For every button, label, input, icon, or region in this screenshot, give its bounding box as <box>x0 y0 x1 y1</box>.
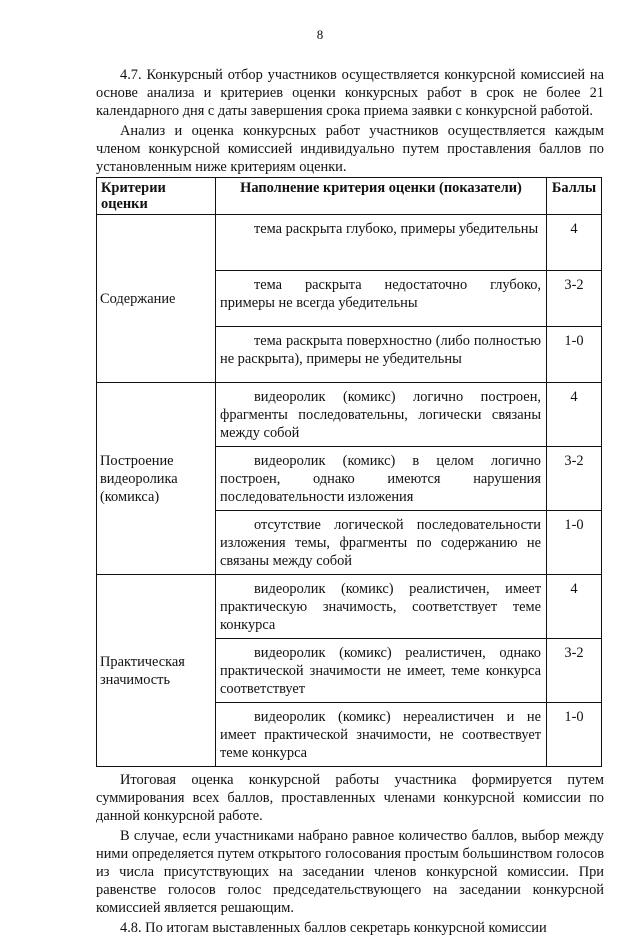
indicator-text: видеоролик (комикс) реалистичен, однако практической значимости не имеет, теме конкурса соответствует <box>216 639 547 703</box>
criteria-table-header <box>97 178 602 215</box>
document-body <box>96 66 604 939</box>
score-cell: 3-2 <box>547 447 602 511</box>
indicator-text: видеоролик (комикс) нереалистичен и не имеет практической значимости, не соотвествует теме конкурса <box>216 703 547 767</box>
criterion-structure: Построение видеоролика (комикса) <box>97 383 216 575</box>
page-number: 8 <box>316 27 324 42</box>
score-cell: 3-2 <box>547 271 602 327</box>
header-score: Баллы <box>547 178 602 215</box>
score-cell: 4 <box>547 215 602 271</box>
score-cell: 1-0 <box>547 511 602 575</box>
score-cell: 1-0 <box>547 327 602 383</box>
header-content: Наполнение критерия оценки (показатели) <box>216 178 547 215</box>
header-criteria: Критерии оценки <box>97 178 216 215</box>
paragraph-4-7: 4.7. Конкурсный отбор участников осуществляется конкурсной комиссией на основе анализа и критериев оценки конкурсных работ в срок не более 21 календарного дня с даты завершения срока приема заявки с конкурсной работой. <box>96 67 604 119</box>
score-cell: 4 <box>547 383 602 447</box>
paragraph-evaluation: Анализ и оценка конкурсных работ участников осуществляется каждым членом конкурсной комиссией индивидуально путем проставления баллов по установленным ниже критериям оценки. <box>96 123 604 175</box>
indicator-text: видеоролик (комикс) в целом логично построен, однако имеются нарушения последовательности изложения <box>216 447 547 511</box>
indicator-text: видеоролик (комикс) логично построен, фрагменты последовательны, логически связаны между собой <box>216 383 547 447</box>
indicator-text: отсутствие логической последовательности изложения темы, фрагменты по содержанию не связаны между собой <box>216 511 547 575</box>
table-row <box>97 383 602 447</box>
paragraph-tie-vote: В случае, если участниками набрано равное количество баллов, выбор между ними определяется путем открытого голосования простым большинством голосов из числа присутствующих на заседании членов конкурсной комиссии. При равенстве голосов голос председательствующего на заседании конкурсной комиссией является решающим. <box>96 828 604 916</box>
indicator-text: тема раскрыта недостаточно глубоко, примеры не всегда убедительны <box>216 271 547 327</box>
paragraph-4-8: 4.8. По итогам выставленных баллов секретарь конкурсной комиссии <box>120 920 547 936</box>
indicator-text: тема раскрыта поверхностно (либо полностью не раскрыта), примеры не убедительны <box>216 327 547 383</box>
score-cell: 3-2 <box>547 639 602 703</box>
criterion-practical: Практическая значимость <box>97 575 216 767</box>
score-cell: 1-0 <box>547 703 602 767</box>
paragraph-final-score: Итоговая оценка конкурсной работы участника формируется путем суммирования всех баллов, проставленных членами конкурсной комиссии по данной конкурсной работе. <box>96 772 604 824</box>
indicator-text: тема раскрыта глубоко, примеры убедительны <box>216 215 547 271</box>
criterion-content: Содержание <box>97 215 216 383</box>
table-row <box>97 575 602 639</box>
table-row <box>97 215 602 271</box>
criteria-table <box>96 177 602 767</box>
score-cell: 4 <box>547 575 602 639</box>
indicator-text: видеоролик (комикс) реалистичен, имеет практическую значимость, соответствует теме конкурса <box>216 575 547 639</box>
